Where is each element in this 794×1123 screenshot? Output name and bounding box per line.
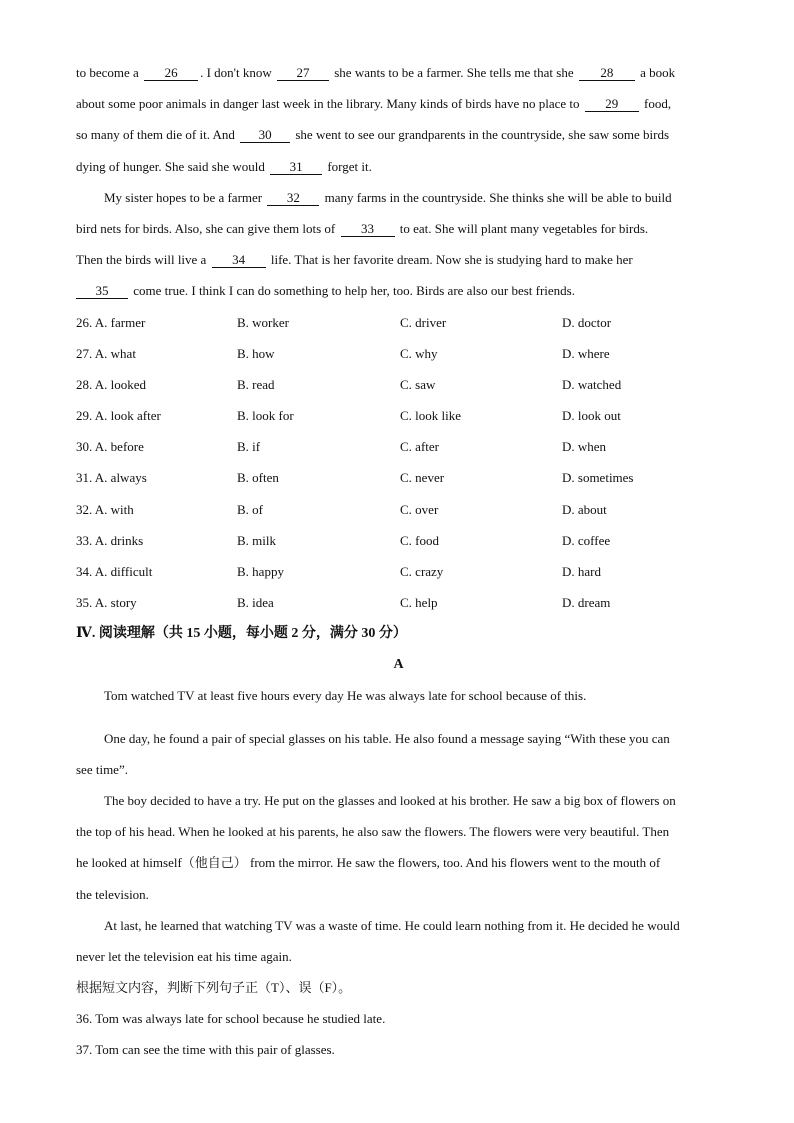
option-row-26: 26. A. farmer B. worker C. driver D. doctor (76, 314, 612, 330)
page-content (76, 61, 721, 1070)
instruction-text: 根据短文内容，判断下列句子正（T）、误（F）。 (76, 980, 352, 996)
option-row-28: 28. A. looked B. read C. saw D. watched (76, 376, 622, 392)
blank-33: 33 (341, 222, 395, 237)
cloze-line: bird nets for birds. Also, she can give them lots of 33 to eat. She will plant many vegetables for birds. (76, 220, 649, 236)
passage-line: see time”. (76, 761, 128, 777)
section-title: Ⅳ. 阅读理解（共 15 小题，每小题 2 分，满分 30 分） (76, 626, 407, 642)
passage-paragraph: The boy decided to have a try. He put on the glasses and looked at his brother. He saw a big box of flowers on (104, 792, 676, 808)
passage-line: the top of his head. When he looked at his parents, he also saw the flowers. The flowers were very beautiful. Then (76, 824, 670, 840)
passage-paragraph: One day, he found a pair of special glasses on his table. He also found a message saying “With these you can (104, 730, 670, 746)
cloze-line: about some poor animals in danger last week in the library. Many kinds of birds have no place to 29 food, (76, 96, 672, 112)
blank-28: 28 (579, 66, 635, 81)
option-row-30: 30. A. before B. if C. after D. when (76, 439, 607, 455)
question-37: 37. Tom can see the time with this pair of glasses. (76, 1042, 335, 1058)
option-row-31: 31. A. always B. often C. never D. sometimes (76, 470, 634, 486)
cloze-line: dying of hunger. She said she would 31 forget it. (76, 158, 372, 174)
blank-27: 27 (277, 66, 329, 81)
passage-label: A (393, 657, 404, 673)
passage-line: he looked at himself（他自己） from the mirror. He saw the flowers, too. And his flowers went to the mouth of (76, 855, 661, 871)
cloze-line: to become a 26 . I don't know 27 she wants to be a farmer. She tells me that she 28 a book (76, 65, 676, 80)
blank-32: 32 (267, 191, 319, 206)
option-row-35: 35. A. story B. idea C. help D. dream (76, 595, 611, 611)
passage-paragraph: At last, he learned that watching TV was a waste of time. He could learn nothing from it. He decided he would (104, 917, 680, 933)
option-row-33: 33. A. drinks B. milk C. food D. coffee (76, 532, 611, 548)
option-row-29: 29. A. look after B. look for C. look like D. look out (76, 408, 621, 424)
option-row-34: 34. A. difficult B. happy C. crazy D. hard (76, 564, 601, 579)
passage-line: the television. (76, 886, 149, 902)
cloze-line: Then the birds will live a 34 life. That is her favorite dream. Now she is studying hard to make her (76, 252, 633, 268)
passage-paragraph: Tom watched TV at least five hours every day He was always late for school because of this. (104, 688, 587, 704)
blank-35: 35 (76, 284, 128, 299)
cloze-line: My sister hopes to be a farmer 32 many farms in the countryside. She thinks she will be able to build (104, 189, 672, 205)
blank-29: 29 (585, 97, 639, 112)
blank-26: 26 (144, 66, 198, 81)
blank-30: 30 (240, 128, 290, 143)
option-row-32: 32. A. with B. of C. over D. about (76, 501, 607, 517)
cloze-line: 35 come true. I think I can do something to help her, too. Birds are also our best friends. (76, 279, 721, 310)
blank-31: 31 (270, 160, 322, 175)
passage-line: never let the television eat his time again. (76, 948, 292, 964)
blank-34: 34 (212, 253, 266, 268)
cloze-line: so many of them die of it. And 30 she went to see our grandparents in the countryside, she saw some birds (76, 127, 670, 143)
option-row-27: 27. A. what B. how C. why D. where (76, 345, 610, 361)
question-36: 36. Tom was always late for school because he studied late. (76, 1011, 386, 1027)
